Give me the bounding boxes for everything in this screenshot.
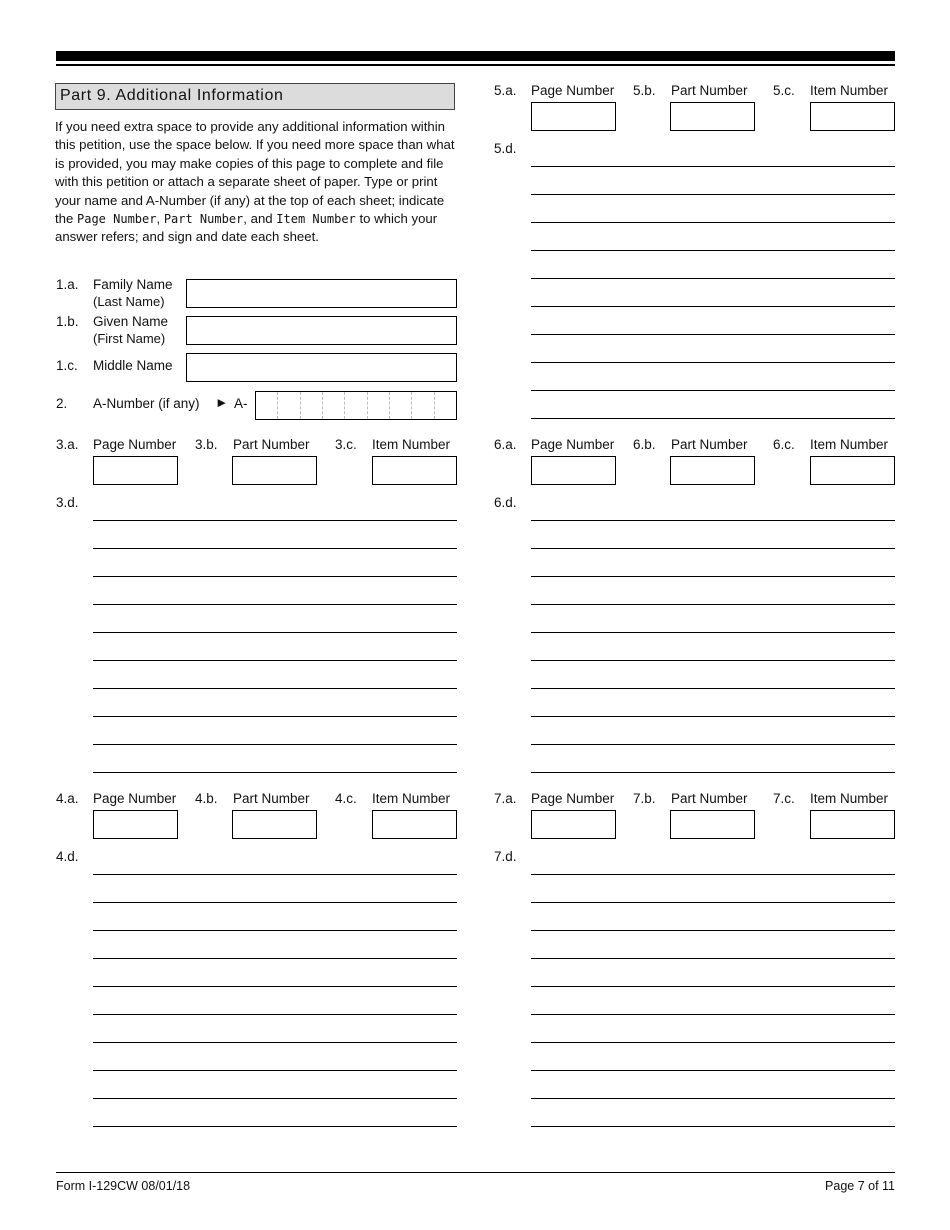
- intro-comma: ,: [156, 211, 164, 227]
- intro-page-number: Page Number: [77, 212, 157, 227]
- answer-line-4[interactable]: [93, 1126, 457, 1127]
- page-number-input-7[interactable]: [531, 810, 616, 839]
- a-number-digit-cell[interactable]: [344, 392, 366, 419]
- item-number-3c: 3.c.: [335, 437, 357, 452]
- a-number-digit-cell[interactable]: [277, 392, 299, 419]
- page-number-input-3[interactable]: [93, 456, 178, 485]
- item-number-7c: 7.c.: [773, 791, 795, 806]
- answer-line-5[interactable]: [531, 222, 895, 223]
- answer-line-7[interactable]: [531, 1126, 895, 1127]
- item-number-label: Item Number: [810, 83, 889, 98]
- item-number-5b: 5.b.: [633, 83, 656, 98]
- answer-line-3[interactable]: [93, 576, 457, 577]
- arrow-right-icon: ►: [215, 395, 229, 410]
- answer-line-3[interactable]: [93, 604, 457, 605]
- answer-line-4[interactable]: [93, 930, 457, 931]
- answer-line-6[interactable]: [531, 772, 895, 773]
- answer-line-6[interactable]: [531, 688, 895, 689]
- item-number-label: Item Number: [372, 791, 451, 806]
- item-number-6b: 6.b.: [633, 437, 656, 452]
- answer-line-6[interactable]: [531, 744, 895, 745]
- answer-line-6[interactable]: [531, 604, 895, 605]
- page-number-label: Page Number: [531, 83, 615, 98]
- field-number-2: 2.: [56, 396, 68, 411]
- item-number-5a: 5.a.: [494, 83, 517, 98]
- answer-line-5[interactable]: [531, 390, 895, 391]
- part-number-input-5[interactable]: [670, 102, 755, 131]
- part-number-label: Part Number: [671, 791, 748, 806]
- item-number-4b: 4.b.: [195, 791, 218, 806]
- item-number-label: Item Number: [810, 791, 889, 806]
- a-number-label: A-Number (if any): [93, 396, 200, 411]
- item-number-3b: 3.b.: [195, 437, 218, 452]
- answer-line-7[interactable]: [531, 1070, 895, 1071]
- answer-line-3[interactable]: [93, 660, 457, 661]
- answer-line-7[interactable]: [531, 874, 895, 875]
- answer-line-3[interactable]: [93, 772, 457, 773]
- answer-line-4[interactable]: [93, 874, 457, 875]
- a-number-digit-cell[interactable]: [434, 392, 456, 419]
- answer-line-3[interactable]: [93, 632, 457, 633]
- item-number-7d: 7.d.: [494, 849, 517, 864]
- item-number-6d: 6.d.: [494, 495, 517, 510]
- field-number-1b: 1.b.: [56, 314, 79, 329]
- item-number-6a: 6.a.: [494, 437, 517, 452]
- intro-text-3: to which your answer refers; and sign and date each sheet.: [55, 211, 438, 245]
- item-number-6c: 6.c.: [773, 437, 795, 452]
- answer-line-4[interactable]: [93, 1014, 457, 1015]
- answer-line-7[interactable]: [531, 986, 895, 987]
- middle-name-input[interactable]: [186, 353, 457, 382]
- header-rule-thick: [56, 51, 895, 61]
- family-name-sublabel: (Last Name): [93, 294, 165, 309]
- answer-line-4[interactable]: [93, 1098, 457, 1099]
- part-number-input-6[interactable]: [670, 456, 755, 485]
- answer-line-5[interactable]: [531, 194, 895, 195]
- answer-line-7[interactable]: [531, 1014, 895, 1015]
- item-number-4c: 4.c.: [335, 791, 357, 806]
- answer-line-7[interactable]: [531, 1042, 895, 1043]
- answer-line-7[interactable]: [531, 902, 895, 903]
- answer-line-3[interactable]: [93, 716, 457, 717]
- answer-line-4[interactable]: [93, 958, 457, 959]
- answer-line-7[interactable]: [531, 930, 895, 931]
- item-number-input-5[interactable]: [810, 102, 895, 131]
- answer-line-5[interactable]: [531, 278, 895, 279]
- form-id: Form I-129CW 08/01/18: [56, 1179, 191, 1193]
- page-number-input-4[interactable]: [93, 810, 178, 839]
- item-number-5d: 5.d.: [494, 141, 517, 156]
- footer-rule: [56, 1172, 895, 1173]
- part-number-input-3[interactable]: [232, 456, 317, 485]
- answer-line-3[interactable]: [93, 548, 457, 549]
- page-number-label: Page Number: [93, 791, 177, 806]
- a-number-digit-cell[interactable]: [256, 392, 277, 419]
- family-name-input[interactable]: [186, 279, 457, 308]
- page-number-input-6[interactable]: [531, 456, 616, 485]
- page-number-label: Page Number: [531, 437, 615, 452]
- answer-line-3[interactable]: [93, 688, 457, 689]
- answer-line-5[interactable]: [531, 166, 895, 167]
- intro-text-1: If you need extra space to provide any additional information within this petition, use the space below. If you need more space than what is provided, you may make copies of this page to complete and file with this petition or attach a separate sheet of paper. Type or print your name and A-Number (if any) at the top of each sheet; indicate the: [55, 119, 455, 227]
- part-number-label: Part Number: [671, 83, 748, 98]
- item-number-input-4[interactable]: [372, 810, 457, 839]
- a-number-input[interactable]: [255, 391, 457, 420]
- field-number-1a: 1.a.: [56, 277, 79, 292]
- header-rule-thin: [56, 64, 895, 66]
- item-number-7b: 7.b.: [633, 791, 656, 806]
- answer-line-6[interactable]: [531, 660, 895, 661]
- part-number-input-4[interactable]: [232, 810, 317, 839]
- middle-name-label: Middle Name: [93, 358, 173, 373]
- answer-line-3[interactable]: [93, 520, 457, 521]
- answer-line-6[interactable]: [531, 576, 895, 577]
- item-number-input-7[interactable]: [810, 810, 895, 839]
- answer-line-5[interactable]: [531, 250, 895, 251]
- a-number-digit-cell[interactable]: [411, 392, 433, 419]
- a-number-digit-cell[interactable]: [389, 392, 411, 419]
- page-number-label: Page Number: [93, 437, 177, 452]
- item-number-label: Item Number: [810, 437, 889, 452]
- given-name-label: Given Name: [93, 314, 169, 329]
- answer-line-6[interactable]: [531, 548, 895, 549]
- item-number-4a: 4.a.: [56, 791, 79, 806]
- answer-line-6[interactable]: [531, 632, 895, 633]
- answer-line-5[interactable]: [531, 362, 895, 363]
- family-name-label: Family Name: [93, 277, 173, 292]
- a-number-prefix: A-: [234, 396, 248, 411]
- part-title: Part 9. Additional Information: [55, 83, 455, 110]
- answer-line-4[interactable]: [93, 986, 457, 987]
- answer-line-5[interactable]: [531, 334, 895, 335]
- part-number-label: Part Number: [233, 437, 310, 452]
- answer-line-7[interactable]: [531, 1098, 895, 1099]
- given-name-sublabel: (First Name): [93, 331, 166, 346]
- intro-text-2: , and: [243, 211, 277, 227]
- field-number-1c: 1.c.: [56, 358, 78, 373]
- answer-line-7[interactable]: [531, 958, 895, 959]
- item-number-input-6[interactable]: [810, 456, 895, 485]
- item-number-3d: 3.d.: [56, 495, 79, 510]
- item-number-5c: 5.c.: [773, 83, 795, 98]
- part-number-input-7[interactable]: [670, 810, 755, 839]
- item-number-4d: 4.d.: [56, 849, 79, 864]
- item-number-3a: 3.a.: [56, 437, 79, 452]
- answer-line-6[interactable]: [531, 716, 895, 717]
- given-name-input[interactable]: [186, 316, 457, 345]
- part-number-label: Part Number: [233, 791, 310, 806]
- item-number-input-3[interactable]: [372, 456, 457, 485]
- intro-item-number: Item Number: [276, 212, 356, 227]
- instructions-paragraph: [55, 118, 460, 247]
- a-number-digit-cell[interactable]: [322, 392, 344, 419]
- page-indicator: Page 7 of 11: [825, 1179, 895, 1193]
- item-number-label: Item Number: [372, 437, 451, 452]
- answer-line-6[interactable]: [531, 520, 895, 521]
- page-number-label: Page Number: [531, 791, 615, 806]
- a-number-digit-cell[interactable]: [300, 392, 322, 419]
- part-number-label: Part Number: [671, 437, 748, 452]
- answer-line-5[interactable]: [531, 306, 895, 307]
- answer-line-4[interactable]: [93, 1070, 457, 1071]
- answer-line-4[interactable]: [93, 902, 457, 903]
- page-number-input-5[interactable]: [531, 102, 616, 131]
- item-number-7a: 7.a.: [494, 791, 517, 806]
- a-number-digit-cell[interactable]: [367, 392, 389, 419]
- answer-line-4[interactable]: [93, 1042, 457, 1043]
- answer-line-5[interactable]: [531, 418, 895, 419]
- intro-part-number: Part Number: [163, 212, 244, 227]
- answer-line-3[interactable]: [93, 744, 457, 745]
